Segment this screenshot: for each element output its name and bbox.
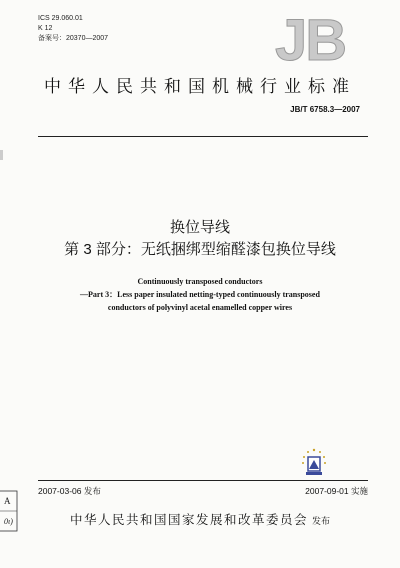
svg-text:0ι): 0ι) [4, 517, 13, 526]
title-en-line1: Continuously transposed conductors [137, 277, 263, 286]
issuing-authority [0, 510, 400, 528]
title-cn-line2: 第 3 部分：无纸捆绑型缩醛漆包换位导线 [64, 241, 336, 258]
standard-category-title: 中华人民共和国机械行业标准 [44, 77, 356, 96]
ics-code: ICS 29.060.01 [38, 15, 83, 22]
issuer-suffix: 发布 [312, 516, 331, 526]
standard-number: JB/T 6758.3—2007 [290, 105, 360, 114]
jb-logo [271, 10, 361, 66]
issuer-name: 中华人民共和国国家发展和改革委员会 [69, 513, 308, 527]
title-en-line3: conductors of polyvinyl acetal enamelled copper wires [107, 303, 293, 312]
header-rule [38, 136, 368, 137]
implement-date: 2007-09-01 实施 [305, 486, 368, 496]
svg-text:A: A [4, 496, 11, 506]
publish-date: 2007-03-06 发布 [38, 486, 101, 496]
title-cn-line1: 换位导线 [169, 219, 230, 236]
footer-rule [38, 480, 368, 481]
scan-edge-mark [0, 150, 3, 160]
ccs-code: K 12 [38, 25, 53, 32]
filing-number: 备案号：20370—2007 [38, 35, 109, 42]
publisher-emblem-icon [300, 447, 328, 477]
title-en-line2: —Part 3：Less paper insulated netting-typed continuously transposed [80, 290, 320, 299]
svg-text:JB: JB [275, 10, 346, 66]
